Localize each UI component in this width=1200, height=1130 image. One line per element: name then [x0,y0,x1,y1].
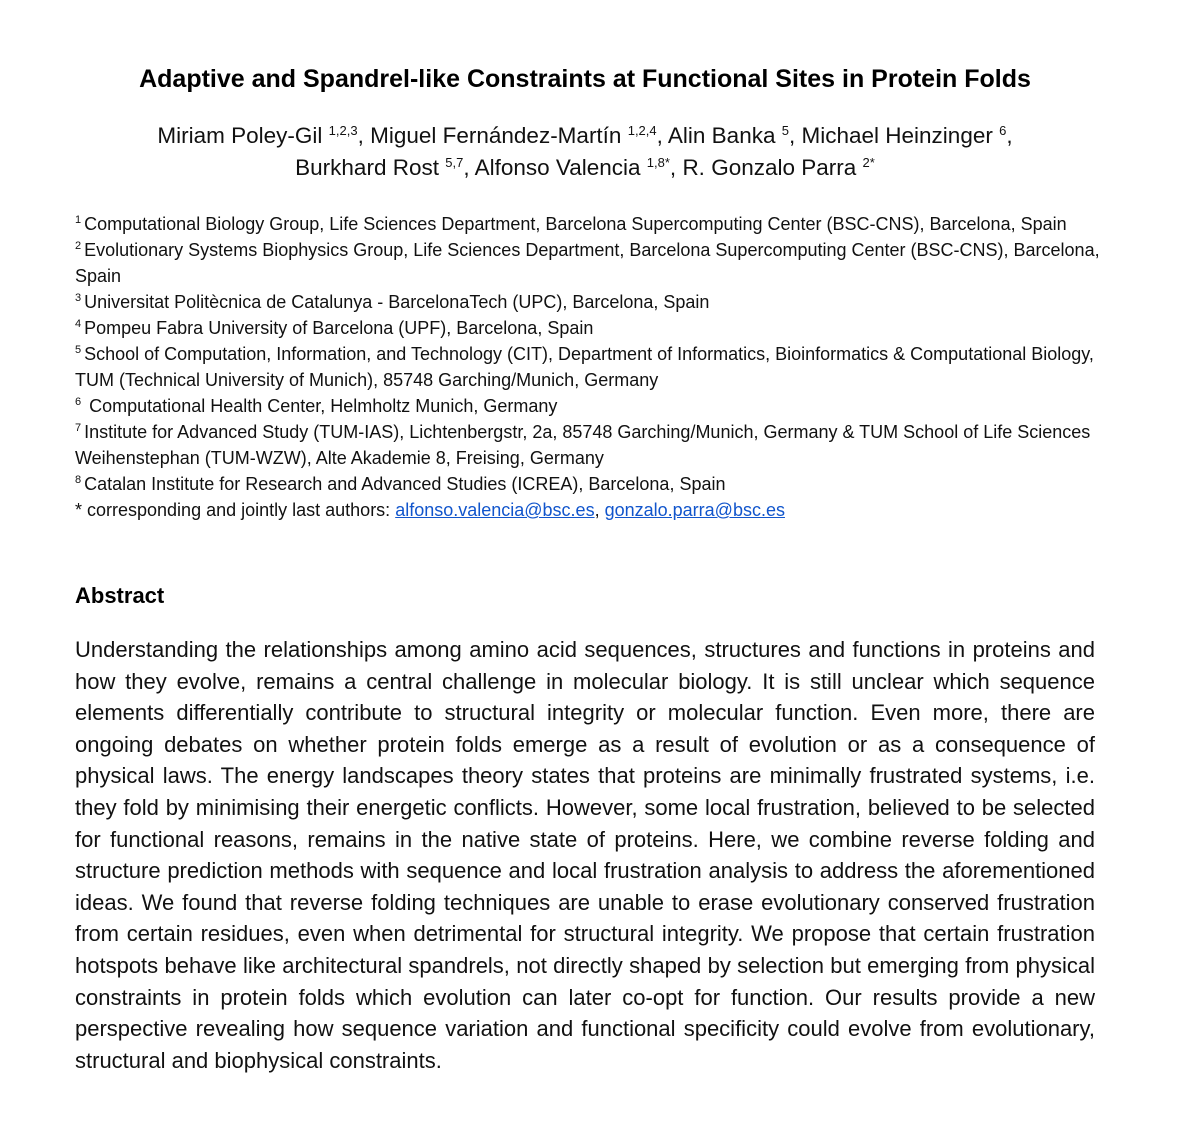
affiliation-text: Computational Biology Group, Life Sciences Department, Barcelona Supercomputing Center (BSC-CNS), Barcelona, Spain [84,214,1067,234]
author-affiliation-marks: 6 [999,123,1007,138]
paper-title: Adaptive and Spandrel-like Constraints at Functional Sites in Protein Folds [139,65,1031,93]
author-name: Burkhard Rost [295,155,439,180]
author-separator: , [656,123,668,148]
author-fernandez-martin [370,123,657,148]
author-affiliation-marks: 2* [862,155,875,170]
affiliation-text: Evolutionary Systems Biophysics Group, Life Sciences Department, Barcelona Supercomputing Center (BSC-CNS), Barcelona, Spain [75,240,1100,286]
author-parra [682,155,874,180]
corresponding-authors-note [75,497,1135,523]
author-separator: , [669,155,683,180]
affiliation-list [75,211,1135,523]
affiliation-number: 3 [75,292,82,304]
affiliation-number: 6 [75,396,82,408]
author-separator: , [463,155,475,180]
affiliation-text: Catalan Institute for Research and Advanced Studies (ICREA), Barcelona, Spain [84,474,726,494]
author-affiliation-marks: 5 [781,123,789,138]
contact-prefix: * corresponding and jointly last authors: [75,500,396,520]
affiliation-number: 8 [75,474,82,486]
author-poley-gil [157,123,357,148]
affiliation-text: School of Computation, Information, and Technology (CIT), Department of Informatics, Bioinformatics & Computational Biology, TUM (Technical University of Munich), 85748 Garching/Munich, Germany [75,344,1094,390]
author-banka [668,123,789,148]
affiliation-item [75,211,1135,237]
author-rost [295,155,463,180]
affiliation-item [75,471,1135,497]
author-name: Michael Heinzinger [801,123,993,148]
affiliation-item [75,315,1135,341]
author-affiliation-marks: 1,8* [646,155,670,170]
author-affiliation-marks: 1,2,4 [627,123,657,138]
affiliation-text: Pompeu Fabra University of Barcelona (UPF), Barcelona, Spain [84,318,594,338]
author-name: Miguel Fernández-Martín [370,123,622,148]
affiliation-item [75,393,1135,419]
affiliation-item [75,289,1135,315]
author-valencia [475,155,670,180]
abstract-heading: Abstract [75,583,165,608]
email-separator: , [594,500,605,520]
author-separator: , [788,123,802,148]
author-separator: , [1006,123,1013,148]
author-name: Alfonso Valencia [474,155,641,180]
affiliation-number: 7 [75,422,82,434]
abstract-text: Understanding the relationships among amino acid sequences, structures and functions in proteins and how they evolve, remains a central challenge in molecular biology. It is still unclear which sequence elements differentially contribute to structural integrity or molecular function. Even more, there are ongoing debates on whether protein folds emerge as a result of evolution or as a consequence of physical laws. The energy landscapes theory states that proteins are minimally frustrated systems, i.e. they fold by minimising their energetic conflicts. However, some local frustration, believed to be selected for functional reasons, remains in the native state of proteins. Here, we combine reverse folding and structure prediction methods with sequence and local frustration analysis to address the aforementioned ideas. We found that reverse folding techniques are unable to erase evolutionary conserved frustration from certain residues, even when detrimental for structural integrity. We propose that certain frustration hotspots behave like architectural spandrels, not directly shaped by selection but emerging from physical constraints in protein folds which evolution can later co-opt for function. Our results provide a new perspective revealing how sequence variation and functional specificity could evolve from evolutionary, structural and biophysical constraints. [75,637,1095,1073]
author-name: Alin Banka [667,123,776,148]
affiliation-text: Universitat Politècnica de Catalunya - BarcelonaTech (UPC), Barcelona, Spain [84,292,710,312]
affiliation-number: 1 [75,214,82,226]
author-name: Miriam Poley-Gil [157,123,323,148]
affiliation-text: Institute for Advanced Study (TUM-IAS), Lichtenbergstr, 2a, 85748 Garching/Munich, Germany & TUM School of Life Sciences Weihenstephan (TUM-WZW), Alte Akademie 8, Freising, Germany [75,422,1091,468]
author-heinzinger [802,123,1007,148]
email-link-valencia[interactable]: alfonso.valencia@bsc.es [395,500,595,520]
author-separator: , [357,123,371,148]
affiliation-item [75,419,1135,471]
author-affiliation-marks: 1,2,3 [328,123,358,138]
affiliation-item [75,341,1135,393]
affiliation-number: 2 [75,240,82,252]
author-list [0,120,1170,184]
email-link-parra[interactable]: gonzalo.parra@bsc.es [604,500,785,520]
author-name: R. Gonzalo Parra [682,155,857,180]
affiliation-number: 4 [75,318,82,330]
author-affiliation-marks: 5,7 [445,155,464,170]
affiliation-text: Computational Health Center, Helmholtz Munich, Germany [89,396,558,416]
affiliation-number: 5 [75,344,82,356]
affiliation-item [75,237,1135,289]
